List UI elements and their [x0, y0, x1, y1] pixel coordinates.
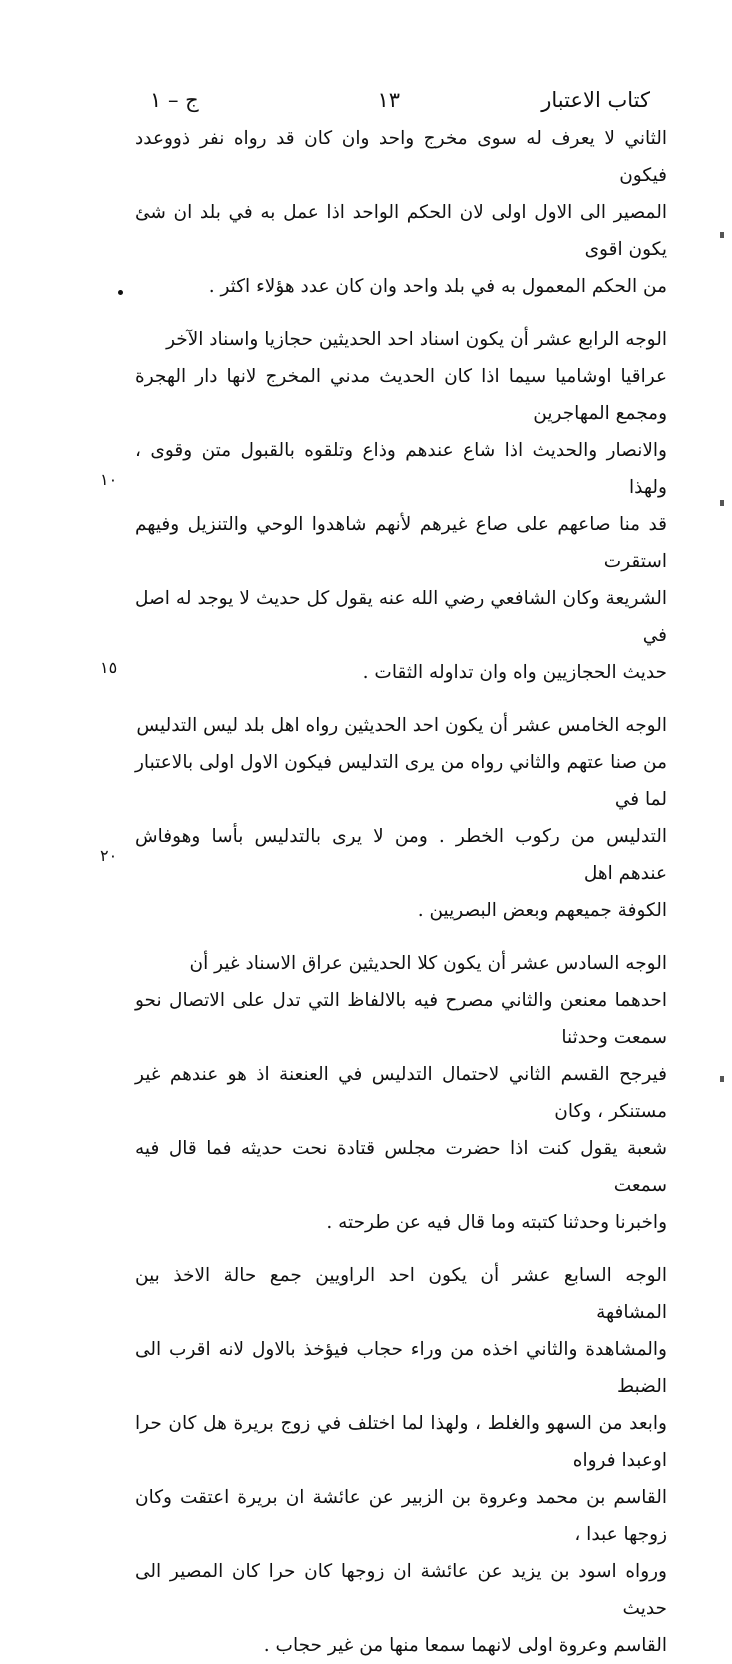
book-title: كتاب الاعتبار	[541, 88, 650, 112]
text-line: الوجه الرابع عشر أن يكون اسناد احد الحديثين حجازيا واسناد الآخر	[166, 329, 667, 350]
text-line: من صنا عتهم والثاني رواه من يرى التدليس فيكون الاول اولى بالاعتبار لما في	[135, 752, 667, 810]
text-line: والمشاهدة والثاني اخذه من وراء حجاب فيؤخذ بالاول لانه اقرب الى الضبط	[135, 1339, 667, 1397]
text-line: الوجه السادس عشر أن يكون كلا الحديثين عراق الاسناد غير أن	[189, 953, 667, 974]
text-line: القاسم وعروة اولى لانهما سمعا منها من غير حجاب .	[263, 1635, 667, 1656]
text-line: من الحكم المعمول به في بلد واحد وان كان عدد هؤلاء اكثر .	[208, 276, 667, 297]
margin-line-number: ١٠	[100, 470, 118, 489]
text-line: الشريعة وكان الشافعي رضي الله عنه يقول كل حديث لا يوجد له اصل في	[135, 588, 667, 646]
volume-label: ج – ١	[150, 88, 199, 112]
body-text	[135, 120, 667, 1664]
text-line: شعبة يقول كنت اذا حضرت مجلس قتادة نحت حديثه فما قال فيه سمعت	[135, 1138, 667, 1196]
running-header	[150, 88, 650, 120]
text-line: والانصار والحديث اذا شاع عندهم وذاع وتلقوه بالقبول متن وقوى ، ولهذا	[135, 440, 667, 498]
margin-line-number: ٢٠	[100, 846, 118, 865]
text-line: فيرجح القسم الثاني لاحتمال التدليس في العنعنة اذ هو عندهم غير مستنكر ، وكان	[135, 1064, 667, 1122]
text-line: الكوفة جميعهم وبعض البصريين .	[417, 900, 667, 921]
paragraph	[135, 945, 667, 1241]
text-line: التدليس من ركوب الخطر . ومن لا يرى بالتدليس بأسا وهوفاش عندهم اهل	[135, 826, 667, 884]
text-line: واخبرنا وحدثنا كتبته وما قال فيه عن طرحته .	[326, 1212, 667, 1233]
paragraph	[135, 321, 667, 691]
text-line: المصير الى الاول اولى لان الحكم الواحد اذا عمل به في بلد ان شئ يكون اقوى	[135, 202, 667, 260]
paragraph	[135, 120, 667, 305]
text-line: الوجه السابع عشر أن يكون احد الراويين جمع حالة الاخذ بين المشافهة	[135, 1265, 667, 1323]
paragraph	[135, 707, 667, 929]
scan-speck	[720, 500, 724, 506]
text-line: حديث الحجازيين واه وان تداوله الثقات .	[362, 662, 667, 683]
text-line: عراقيا اوشاميا سيما اذا كان الحديث مدني المخرج لانها دار الهجرة ومجمع المهاجرين	[135, 366, 667, 424]
text-line: وابعد من السهو والغلط ، ولهذا لما اختلف في زوج بريرة هل كان حرا اوعبدا فرواه	[135, 1413, 667, 1471]
text-line: قد منا صاعهم على صاع غيرهم لأنهم شاهدوا الوحي والتنزيل وفيهم استقرت	[135, 514, 667, 572]
text-line: الثاني لا يعرف له سوى مخرج واحد وان كان قد رواه نفر ذووعدد فيكون	[135, 128, 667, 186]
paragraph	[135, 1257, 667, 1664]
page-number: ١٣	[377, 88, 400, 112]
scan-speck	[720, 1076, 724, 1082]
text-line: القاسم بن محمد وعروة بن الزبير عن عائشة ان بريرة اعتقت وكان زوجها عبدا ،	[135, 1487, 667, 1545]
scan-speck	[720, 232, 724, 238]
margin-dot	[118, 290, 123, 295]
text-line: الوجه الخامس عشر أن يكون احد الحديثين رواه اهل بلد ليس التدليس	[136, 715, 667, 736]
text-line: ورواه اسود بن يزيد عن عائشة ان زوجها كان حرا كان المصير الى حديث	[135, 1561, 667, 1619]
text-line: احدهما معنعن والثاني مصرح فيه بالالفاظ التي تدل على الاتصال نحو سمعت وحدثنا	[135, 990, 667, 1048]
margin-line-number: ١٥	[100, 658, 118, 677]
